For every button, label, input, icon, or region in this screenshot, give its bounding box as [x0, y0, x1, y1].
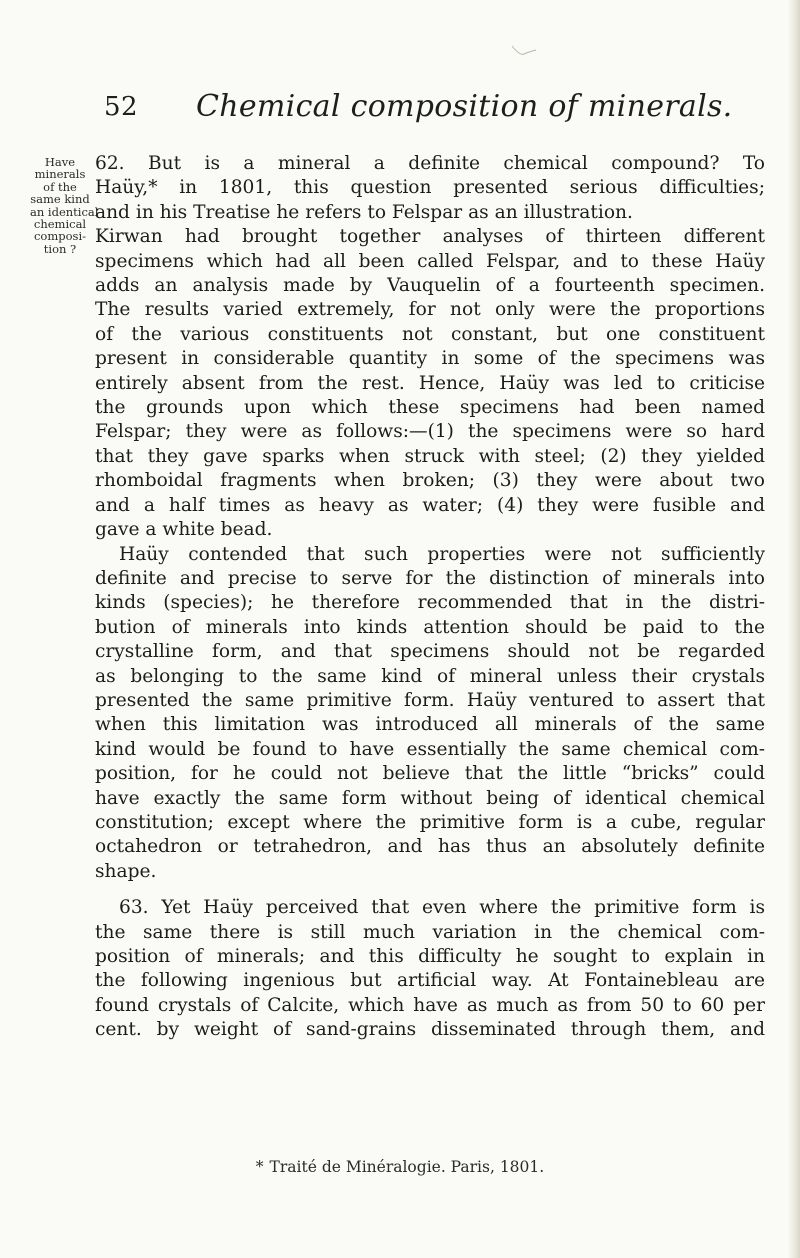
text-line: presented the same primitive form. Haüy ventured to assert that — [95, 689, 765, 711]
text-line: crystalline form, and that specimens should not be regarded — [95, 641, 765, 663]
text-line: have exactly the same form without being of identical chemical — [95, 787, 765, 809]
margin-note-line: chemical — [33, 217, 87, 232]
text-line: that they gave sparks when struck with steel; (2) they yielded — [95, 445, 765, 467]
text-line: rhomboidal fragments when broken; (3) they were about two — [95, 470, 765, 492]
text-line: bution of minerals into kinds attention should be paid to the — [95, 616, 765, 638]
text-line: gave a white bead. — [95, 519, 273, 541]
text-line: position, for he could not believe that the little “bricks” could — [95, 763, 765, 785]
margin-note-line: Have — [44, 155, 76, 169]
text-line: shape. — [95, 860, 157, 882]
text-line: The results varied extremely, for not only were the proportions — [95, 299, 765, 321]
margin-note-line: an identical — [30, 204, 99, 219]
text-line: entirely absent from the rest. Hence, Haüy was led to criticise — [95, 372, 765, 394]
text-line: found crystals of Calcite, which have as much as from 50 to 60 per — [95, 994, 765, 1016]
text-line: Felspar; they were as follows:—(1) the specimens were so hard — [95, 421, 765, 443]
text-line: cent. by weight of sand-grains disseminated through them, and — [95, 1019, 765, 1041]
text-line: and a half times as heavy as water; (4) they were fusible and — [95, 494, 765, 516]
paragraph-62-continued-body — [95, 567, 765, 884]
text-line: position of minerals; and this difficulty he sought to explain in — [95, 946, 765, 967]
paragraph-63 — [95, 896, 765, 920]
text-line: constitution; except where the primitive form is a cube, regular — [95, 811, 765, 833]
text-line: present in considerable quantity in some of the specimens was — [95, 348, 765, 370]
paragraph-63-body — [95, 921, 765, 1043]
margin-note-line: same kind — [30, 192, 90, 207]
text-line: definite and precise to serve for the distinction of minerals into — [95, 567, 765, 589]
margin-note-line: minerals — [34, 167, 86, 182]
page-number: 52 — [104, 92, 139, 122]
paragraph-62 — [95, 152, 765, 543]
text-line: kind would be found to have essentially the same chemical com- — [95, 738, 765, 760]
text-line: 62. But is a mineral a definite chemical compound? To — [95, 153, 765, 174]
stray-pen-mark — [510, 42, 538, 60]
margin-note-line: tion ? — [43, 241, 77, 256]
margin-note-line: composi- — [33, 229, 87, 244]
text-line: and in his Treatise he refers to Felspar as an illustration. — [95, 201, 633, 223]
margin-note-line: of the — [43, 179, 77, 194]
text-line: 63. Yet Haüy perceived that even where the primitive form is — [119, 897, 765, 919]
text-line: the grounds upon which these specimens had been named — [95, 397, 765, 419]
text-line: octahedron or tetrahedron, and has thus an absolutely definite — [95, 836, 765, 858]
margin-note — [30, 155, 99, 256]
text-line: Kirwan had brought together analyses of thirteen different — [95, 226, 765, 248]
page-edge-shadow — [788, 0, 800, 1258]
paragraph-62-continued — [95, 543, 765, 567]
text-line: of the various constituents not constant, but one constituent — [95, 323, 765, 345]
text-line: adds an analysis made by Vauquelin of a fourteenth specimen. — [95, 275, 765, 297]
page-header — [0, 89, 800, 132]
text-line: Haüy contended that such properties were not sufficiently — [119, 543, 765, 565]
text-line: specimens which had all been called Felspar, and to these Haüy — [95, 250, 765, 272]
text-line: the same there is still much variation in the chemical com- — [95, 921, 765, 943]
text-line: the following ingenious but artificial way. At Fontainebleau are — [95, 970, 765, 992]
text-line: Haüy,* in 1801, this question presented serious difficulties; — [95, 177, 765, 199]
body-text — [95, 152, 765, 1043]
footnote-text: Traité de Minéralogie. Paris, 1801. — [269, 1158, 545, 1176]
footnote-mark: * — [255, 1158, 264, 1176]
text-line: when this limitation was introduced all minerals of the same — [95, 714, 765, 736]
text-line: kinds (species); he therefore recommended that in the distri- — [95, 592, 765, 614]
text-line: as belonging to the same kind of mineral unless their crystals — [95, 665, 765, 687]
footnote — [0, 1158, 800, 1176]
running-title: Chemical composition of minerals. — [196, 89, 733, 124]
